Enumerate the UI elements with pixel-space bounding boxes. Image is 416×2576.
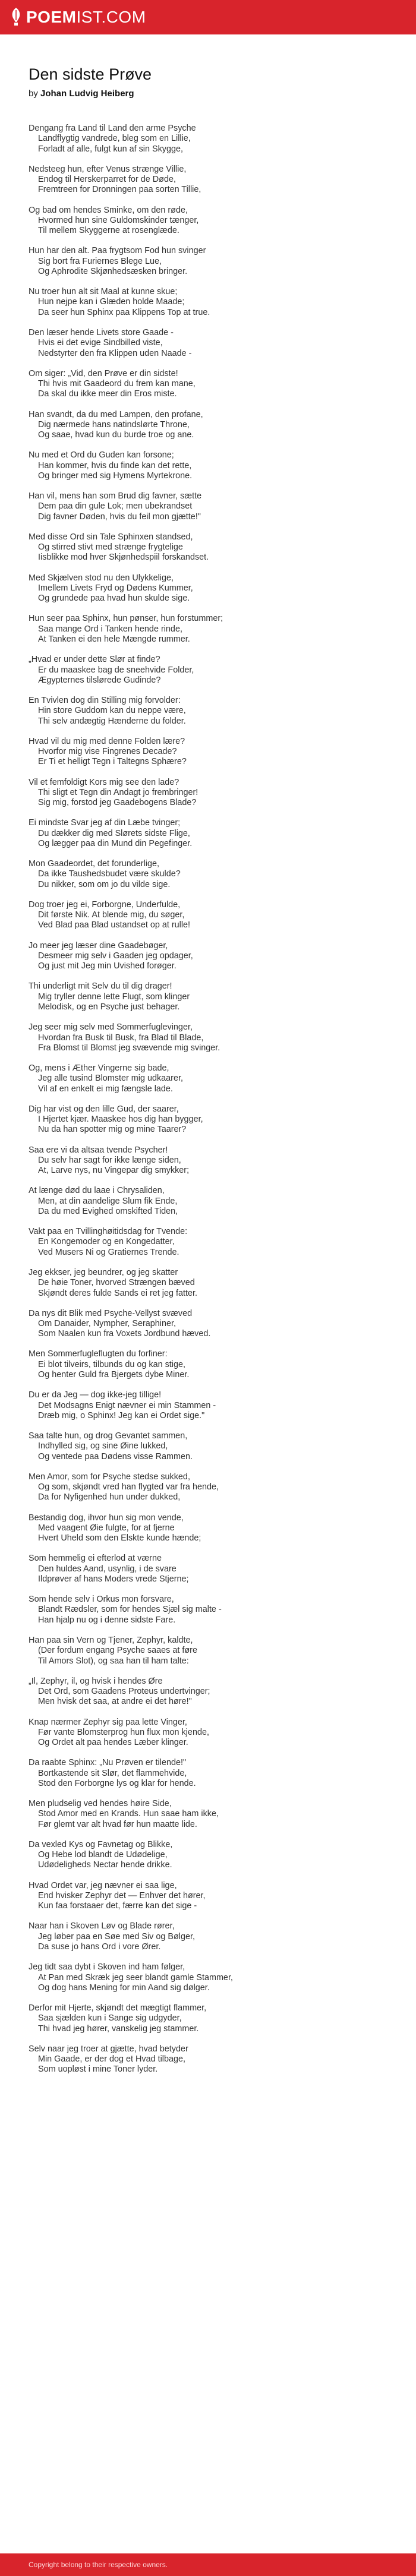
poem-line: Og lægger paa din Mund din Pegefinger. bbox=[38, 838, 193, 848]
poem-line: Da skal du ikke meer din Eros miste. bbox=[38, 389, 177, 399]
poem-line: Thi hvis mit Gaadeord du frem kan mane, bbox=[38, 379, 196, 389]
poem-line: Dig nærmede hans natindslørte Throne, bbox=[38, 419, 190, 430]
stanza bbox=[29, 2003, 385, 2034]
poem-line: Da nys dit Blik med Psyche-Vellyst svæved bbox=[29, 1308, 193, 1318]
poem-line: Er du maaskee bag de sneehvide Folder, bbox=[38, 665, 194, 675]
stanza bbox=[29, 573, 385, 604]
poem-line: Er Ti et helligt Tegn i Taltegns Sphære? bbox=[38, 757, 187, 767]
stanza bbox=[29, 1309, 385, 1340]
poem-line: Om Danaider, Nympher, Seraphiner, bbox=[38, 1319, 176, 1328]
top-bar bbox=[0, 0, 416, 34]
poem-line: Men pludselig ved hendes høire Side, bbox=[29, 1799, 172, 1809]
poem-line: Med Skjælven stod nu den Ulykkelige, bbox=[29, 573, 174, 583]
poem-line: Han hjalp nu og i denne sidste Fare. bbox=[38, 1615, 176, 1625]
poem-line: Du selv har sagt for ikke længe siden, bbox=[38, 1155, 181, 1165]
stanza bbox=[29, 1431, 385, 1462]
stanza bbox=[29, 655, 385, 686]
stanza bbox=[29, 696, 385, 727]
poem-line: Nu troer hun alt sit Maal at kunne skue; bbox=[29, 287, 178, 297]
poem-line: Den læser hende Livets store Gaade - bbox=[29, 327, 174, 337]
stanza bbox=[29, 246, 385, 277]
stanza bbox=[29, 900, 385, 931]
poem-line: Kun faa forstaaer det, færre kan det sige - bbox=[38, 1901, 197, 1911]
stanza bbox=[29, 491, 385, 522]
poem-line: Han kommer, hvis du finde kan det rette, bbox=[38, 460, 192, 471]
poem-line: Jeg ekkser, jeg beundrer, og jeg skatter bbox=[29, 1267, 178, 1277]
poem-line: Blandt Rædsler, som for hendes Sjæl sig malte - bbox=[38, 1605, 222, 1615]
stanza bbox=[29, 206, 385, 236]
poem-line: Saa sjælden kun i Sange sig udgyder, bbox=[38, 2013, 182, 2023]
poem-line: Derfor mit Hjerte, skjøndt det mægtigt flammer, bbox=[29, 2003, 207, 2013]
stanza bbox=[29, 165, 385, 195]
poem-line: Stod den Forborgne lys og klar for hende. bbox=[38, 1778, 196, 1788]
stanza bbox=[29, 859, 385, 890]
stanza bbox=[29, 1840, 385, 1871]
poem-line: Thi hvad jeg hører, vanskelig jeg stammer. bbox=[38, 2023, 199, 2034]
stanza bbox=[29, 737, 385, 768]
poem-line: En Tvivlen dog din Stilling mig forvolder: bbox=[29, 695, 181, 705]
stanza bbox=[29, 1186, 385, 1217]
poem-line: At Tanken ei den hele Mængde rummer. bbox=[38, 634, 190, 645]
poem-line: Ildprøver af hans Moders vrede Stjerne; bbox=[38, 1574, 189, 1584]
poem-line: Han paa sin Vern og Tjener, Zephyr, kaldte, bbox=[29, 1635, 193, 1645]
poem-line: Dræb mig, o Sphinx! Jeg kan ei Ordet sige." bbox=[38, 1410, 205, 1420]
poem-line: Han svandt, da du med Lampen, den profane, bbox=[29, 409, 203, 419]
poem-line: Og som, skjøndt vred han flygted var fra hende, bbox=[38, 1482, 219, 1492]
poem-line: Nu med et Ord du Guden kan forsone; bbox=[29, 450, 174, 460]
poem-line: Om siger: „Vid, den Prøve er din sidste! bbox=[29, 368, 178, 378]
poem-line: Jo meer jeg læser dine Gaadebøger, bbox=[29, 940, 168, 951]
poem-line: Han vil, mens han som Brud dig favner, sætte bbox=[29, 491, 202, 501]
poem-line: Mon Gaadeordet, det forunderlige, bbox=[29, 859, 159, 869]
poem-content bbox=[29, 65, 385, 2085]
poem-line: Thi underligt mit Selv du til dig drager! bbox=[29, 981, 172, 992]
copyright-text: Copyright belong to their respective owners. bbox=[29, 2561, 168, 2569]
stanza bbox=[29, 1145, 385, 1176]
poem-line: Før glemt var alt hvad før hun maatte lide. bbox=[38, 1819, 197, 1829]
stanza bbox=[29, 1513, 385, 1544]
poem-title: Den sidste Prøve bbox=[29, 65, 152, 83]
poem-line: Du nikker, som om jo du vilde sige. bbox=[38, 879, 171, 889]
poem-line: Med disse Ord sin Tale Sphinxen standsed, bbox=[29, 532, 193, 542]
poem-line: Men, at din aandelige Slum fik Ende, bbox=[38, 1196, 178, 1206]
poem-line: Som Naalen kun fra Voxets Jordbund hæved. bbox=[38, 1329, 211, 1339]
poem-line: Men hvisk det saa, at andre ei det høre!" bbox=[38, 1697, 192, 1707]
poem-line: Jeg løber paa en Søe med Siv og Bølger, bbox=[38, 1931, 195, 1942]
poem-line: Udødeligheds Nectar hende drikke. bbox=[38, 1860, 172, 1870]
poem-line: Den huldes Aand, usynlig, i de svare bbox=[38, 1564, 177, 1574]
poem-line: Min Gaade, er der dog et Hvad tilbage, bbox=[38, 2054, 185, 2064]
quill-icon bbox=[10, 7, 23, 27]
stanza bbox=[29, 1758, 385, 1789]
poem-line: „Il, Zephyr, il, og hvisk i hendes Øre bbox=[29, 1676, 163, 1686]
poem-line: Fra Blomst til Blomst jeg svævende mig svinger. bbox=[38, 1043, 220, 1053]
poem-line: Imellem Livets Fryd og Dødens Kummer, bbox=[38, 583, 193, 593]
poem-line: Da du med Evighed omskifted Tiden, bbox=[38, 1206, 178, 1216]
poem-line: Og just mit Jeg min Uvished forøger. bbox=[38, 961, 177, 971]
poem-line: Thi sligt et Tegn din Andagt jo frembringer! bbox=[38, 787, 198, 797]
poem-line: Og Hebe lod blandt de Udødelige, bbox=[38, 1850, 168, 1860]
poem-line: Nedstyrter den fra Klippen uden Naade - bbox=[38, 348, 192, 358]
poem-line: Da vexled Kys og Favnetag og Blikke, bbox=[29, 1839, 173, 1849]
poem-line: Og bringer med sig Hymens Myrtekrone. bbox=[38, 471, 193, 481]
poem-line: En Kongemoder og en Kongedatter, bbox=[38, 1237, 175, 1247]
stanza bbox=[29, 410, 385, 441]
poem-line: „Hvad er under dette Slør at finde? bbox=[29, 655, 160, 665]
stanza bbox=[29, 1677, 385, 1707]
poem-line: Bestandig dog, ihvor hun sig mon vende, bbox=[29, 1513, 184, 1523]
stanza bbox=[29, 450, 385, 481]
poem-line: Thi selv andægtig Hænderne du folder. bbox=[38, 716, 186, 726]
poem-line: Og, mens i Æther Vingerne sig bade, bbox=[29, 1063, 169, 1074]
poem-line: Hvad vil du mig med denne Folden lære? bbox=[29, 736, 185, 746]
poem-line: Det Ord, som Gaadens Proteus undertvinger; bbox=[38, 1687, 210, 1697]
poem-line: Indhylled sig, og sine Øine lukked, bbox=[38, 1441, 168, 1451]
poem-line: Ægypternes tilslørede Gudinde? bbox=[38, 675, 161, 685]
poem-line: At længe død du laae i Chrysaliden, bbox=[29, 1186, 165, 1196]
poem-line: Fremtreen for Dronningen paa sorten Tillie, bbox=[38, 185, 201, 195]
poem-line: Vil et femfoldigt Kors mig see den lade? bbox=[29, 777, 179, 787]
poem-line: Forladt af alle, fulgt kun af sin Skygge, bbox=[38, 144, 183, 154]
poem-line: Ei mindste Svar jeg af din Læbe tvinger; bbox=[29, 818, 181, 828]
poem-line: At Pan med Skræk jeg seer blandt gamle Stammer, bbox=[38, 1972, 233, 1982]
stanza bbox=[29, 124, 385, 154]
poem-line: Ei blot tilveirs, tilbunds du og kan stige, bbox=[38, 1359, 185, 1369]
poem-line: Hvormed hun sine Guldomskinder tænger, bbox=[38, 215, 199, 225]
stanza bbox=[29, 1799, 385, 1830]
poem-line: Dengang fra Land til Land den arme Psyche bbox=[29, 124, 196, 134]
poem-line: Stod Amor med en Krands. Hun saae ham ikke, bbox=[38, 1809, 219, 1819]
poem-line: Knap nærmer Zephyr sig paa lette Vinger, bbox=[29, 1717, 187, 1727]
stanza bbox=[29, 778, 385, 809]
poem-line: Og dog hans Mening for min Aand sig dølger. bbox=[38, 1982, 210, 1993]
poem-line: Hun nejpe kan i Glæden holde Maade; bbox=[38, 297, 185, 307]
poem-line: Ved Blad paa Blad ustandset op at rulle! bbox=[38, 920, 191, 930]
byline-prefix: by bbox=[29, 89, 38, 99]
poem-line: I Hjertet kjær. Maaskee hos dig han bygger, bbox=[38, 1115, 203, 1125]
poem-line: Hvorfor mig vise Fingrenes Decade? bbox=[38, 747, 177, 757]
poem-line: Men Sommerfugleflugten du forfiner: bbox=[29, 1349, 168, 1359]
poem-line: Saa mange Ord i Tanken hende rinde, bbox=[38, 624, 182, 634]
poem-line: Dig har vist og den lille Gud, der saarer, bbox=[29, 1104, 179, 1114]
stanza bbox=[29, 1104, 385, 1135]
poem-line: Og henter Guld fra Bjergets dybe Miner. bbox=[38, 1370, 190, 1380]
poem-line: Til Amors Slot), og saa han til ham talte: bbox=[38, 1656, 189, 1666]
poem-line: Landflygtig vandrede, bleg som en Lillie, bbox=[38, 134, 191, 144]
stanza bbox=[29, 287, 385, 318]
stanza bbox=[29, 1554, 385, 1584]
poem-line: Men Amor, som for Psyche stedse sukked, bbox=[29, 1472, 190, 1482]
poem-line: Jeg seer mig selv med Sommerfuglevinger, bbox=[29, 1022, 193, 1033]
stanza bbox=[29, 981, 385, 1012]
poem-line: Og ventede paa Dødens visse Rammen. bbox=[38, 1451, 193, 1461]
poem-line: Da ikke Taushedsbudet være skulde? bbox=[38, 869, 181, 879]
poem-line: Til mellem Skyggerne at rosenglæde. bbox=[38, 226, 179, 236]
poem-line: Hin store Guddom kan du neppe være, bbox=[38, 706, 186, 716]
poem-line: Da for Nyfigenhed hun under dukked, bbox=[38, 1492, 181, 1502]
poem-line: Skjøndt deres fulde Sands ei ret jeg fatter. bbox=[38, 1288, 197, 1298]
poem-line: Ved Musers Ni og Gratiernes Trende. bbox=[38, 1247, 179, 1257]
poem-line: Sig mig, forstod jeg Gaadebogens Blade? bbox=[38, 798, 197, 808]
stanza bbox=[29, 1022, 385, 1053]
poem-line: End hvisker Zephyr det — Enhver det hører, bbox=[38, 1890, 206, 1901]
poem-line: Hun seer paa Sphinx, hun pønser, hun forstummer; bbox=[29, 614, 223, 624]
poem-line: Hvordan fra Busk til Busk, fra Blad til Blade, bbox=[38, 1033, 204, 1043]
stanza bbox=[29, 2044, 385, 2075]
poem-line: Dem paa din gule Lok; men ubekrandset bbox=[38, 501, 193, 512]
poem-body bbox=[29, 124, 385, 2075]
poem-line: Vil af en enkelt ei mig fængsle lade. bbox=[38, 1084, 173, 1094]
poem-line: Dig favner Døden, hvis du feil mon gjætte!" bbox=[38, 512, 201, 522]
site-logo[interactable] bbox=[10, 7, 146, 27]
poem-line: Som uopløst i mine Toner lyder. bbox=[38, 2064, 158, 2075]
stanza bbox=[29, 1636, 385, 1666]
poem-line: Du er da Jeg — dog ikke-jeg tillige! bbox=[29, 1390, 162, 1400]
poem-line: Hun har den alt. Paa frygtsom Fod hun svinger bbox=[29, 246, 206, 256]
poem-line: Nedsteeg hun, efter Venus strænge Villie, bbox=[29, 164, 187, 174]
poem-line: Dog troer jeg ei, Forborgne, Underfulde, bbox=[29, 899, 181, 910]
poem-line: Som hende selv i Orkus mon forsvare, bbox=[29, 1595, 174, 1605]
poem-line: (Der fordum engang Psyche saaes at føre bbox=[38, 1646, 197, 1656]
stanza bbox=[29, 1921, 385, 1952]
poem-line: Iisblikke mod hver Skjønhedspiil forskandset. bbox=[38, 553, 209, 563]
poem-line: Det Modsagns Enigt nævner ei min Stammen - bbox=[38, 1400, 216, 1410]
stanza bbox=[29, 818, 385, 849]
stanza bbox=[29, 941, 385, 972]
poem-line: Melodisk, og en Psyche just behager. bbox=[38, 1002, 180, 1012]
stanza bbox=[29, 1595, 385, 1625]
poem-line: Bortkastende sit Slør, det flammehvide, bbox=[38, 1768, 187, 1778]
poem-line: Hvert Uheld som den Elskte kunde hænde; bbox=[38, 1533, 201, 1543]
stanza bbox=[29, 614, 385, 645]
poem-line: Da suse jo hans Ord i vore Ører. bbox=[38, 1942, 161, 1952]
stanza bbox=[29, 1268, 385, 1299]
poem-line: Mig tryller denne lette Flugt, som klinger bbox=[38, 992, 190, 1002]
poem-line: Da raabte Sphinx: „Nu Prøven er tilende!" bbox=[29, 1758, 187, 1768]
poem-line: De høie Toner, hvorved Strængen bæved bbox=[38, 1278, 195, 1288]
stanza bbox=[29, 328, 385, 359]
stanza bbox=[29, 1063, 385, 1094]
poem-line: Saa talte hun, og drog Gevantet sammen, bbox=[29, 1431, 188, 1441]
stanza bbox=[29, 532, 385, 563]
poem-line: Du dækker dig med Slørets sidste Flige, bbox=[38, 828, 190, 838]
poem-line: Og saae, hvad kun du burde troe og ane. bbox=[38, 430, 194, 440]
stanza bbox=[29, 369, 385, 400]
poem-line: Da seer hun Sphinx paa Klippens Top at true. bbox=[38, 307, 210, 317]
site-name: POEMIST.COM bbox=[26, 8, 146, 26]
poem-line: Jeg tidt saa dybt i Skoven ind ham følger, bbox=[29, 1962, 185, 1972]
stanza bbox=[29, 1472, 385, 1503]
stanza bbox=[29, 1718, 385, 1748]
poem-line: Nu da han spotter mig og mine Taarer? bbox=[38, 1125, 187, 1135]
poem-line: Og Ordet alt paa hendes Læber klinger. bbox=[38, 1738, 188, 1748]
poem-line: Sig bort fra Furiernes Blege Lue, bbox=[38, 256, 162, 266]
poem-line: Naar han i Skoven Løv og Blade rører, bbox=[29, 1921, 175, 1931]
poem-line: Hvad Ordet var, jeg nævner ei saa lige, bbox=[29, 1880, 177, 1890]
author-link[interactable]: Johan Ludvig Heiberg bbox=[40, 89, 134, 99]
footer bbox=[0, 2553, 416, 2576]
poem-line: Desmeer mig selv i Gaaden jeg opdager, bbox=[38, 951, 193, 961]
poem-line: Før vante Blomsterprog hun flux mon kjende, bbox=[38, 1727, 209, 1737]
poem-line: Og stirred stivt med strænge frygtelige bbox=[38, 542, 183, 553]
stanza bbox=[29, 1349, 385, 1380]
poem-line: Og grundede paa hvad hun skulde sige. bbox=[38, 594, 190, 604]
poem-line: Og Aphrodite Skjønhedsæsken bringer. bbox=[38, 266, 188, 276]
poem-line: Saa ere vi da altsaa tvende Psycher! bbox=[29, 1145, 168, 1155]
stanza bbox=[29, 1962, 385, 1993]
poem-line: Dit første Nik. At blende mig, du søger, bbox=[38, 910, 185, 920]
stanza bbox=[29, 1881, 385, 1912]
poem-line: Hvis ei det evige Sindbilled viste, bbox=[38, 338, 163, 348]
stanza bbox=[29, 1227, 385, 1258]
poem-line: Med vaagent Øie fulgte, for at fjerne bbox=[38, 1523, 175, 1533]
poem-line: Jeg alle tusind Blomster mig udkaarer, bbox=[38, 1074, 183, 1084]
poem-line: Og bad om hendes Sminke, om den røde, bbox=[29, 205, 188, 215]
poem-line: Endog til Herskerparret for de Døde, bbox=[38, 175, 176, 185]
poem-line: At, Larve nys, nu Vingepar dig smykker; bbox=[38, 1166, 190, 1176]
poem-line: Som hemmelig ei efterlod at værne bbox=[29, 1554, 162, 1564]
poem-line: Selv naar jeg troer at gjætte, hvad betyder bbox=[29, 2044, 188, 2054]
stanza bbox=[29, 1390, 385, 1421]
byline bbox=[29, 89, 385, 99]
poem-line: Vakt paa en Tvillinghøitidsdag for Tvende: bbox=[29, 1227, 188, 1237]
